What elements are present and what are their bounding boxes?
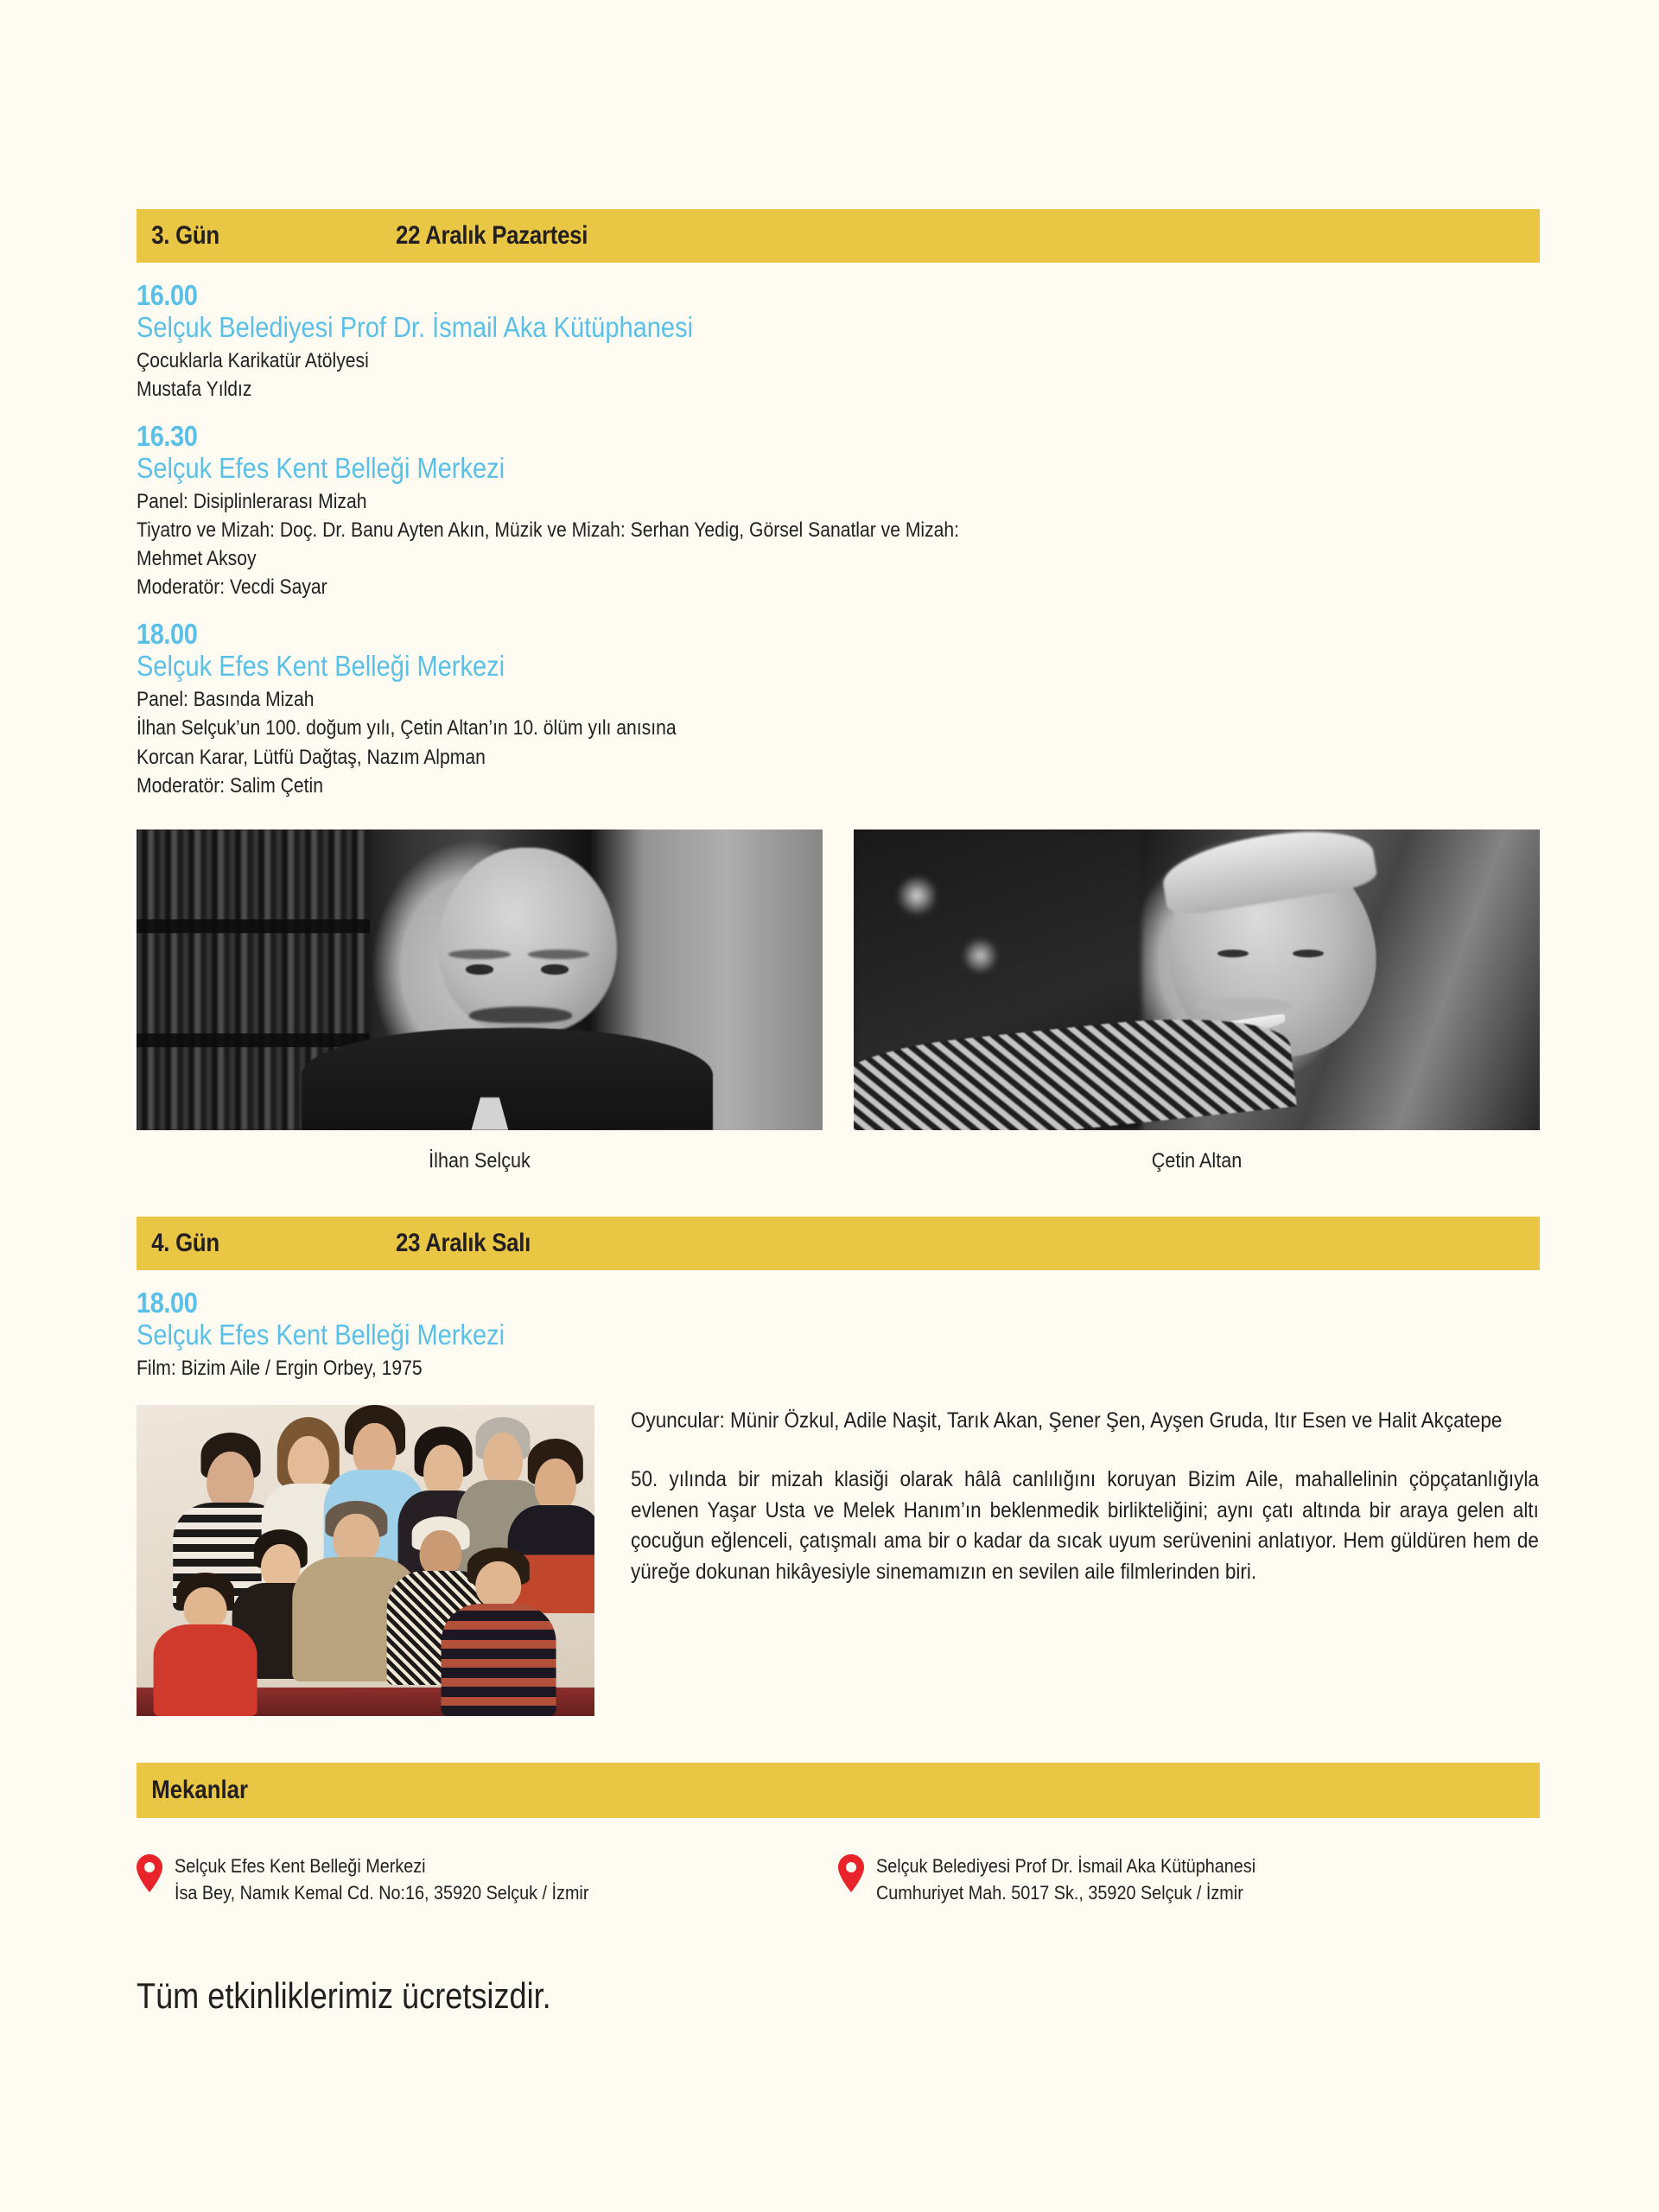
map-pin-icon [838,1854,864,1892]
event-detail-line: Korcan Karar, Lütfü Dağtaş, Nazım Alpman [137,745,486,769]
photo-cetin-altan [854,830,1540,1130]
event-venue: Selçuk Efes Kent Belleği Merkezi [137,452,505,485]
venue-address: Cumhuriyet Mah. 5017 Sk., 35920 Selçuk / İzmir [876,1882,1243,1904]
portrait-column [137,830,823,1173]
event-detail-lines [137,346,1540,404]
day-banner-day3 [137,209,1540,263]
venues-list [137,1853,1540,1906]
event-detail-line: İlhan Selçuk’un 100. doğum yılı, Çetin Altan’ın 10. ölüm yılı anısına [137,716,677,741]
venue-name: Selçuk Belediyesi Prof Dr. İsmail Aka Kütüphanesi [876,1854,1256,1877]
photo-ilhan-selcuk [137,830,823,1130]
venue-address: İsa Bey, Namık Kemal Cd. No:16, 35920 Selçuk / İzmir [175,1882,589,1904]
event-item [137,421,1540,601]
day-date-label: 23 Aralık Salı [396,1228,531,1257]
event-detail-line: Tiyatro ve Mizah: Doç. Dr. Banu Ayten Akın, Müzik ve Mizah: Serhan Yedig, Görsel Sanatlar ve Mizah: [137,518,960,543]
film-text-column [631,1405,1540,1716]
film-section [137,1405,1540,1716]
film-cast-list: Oyuncular: Münir Özkul, Adile Naşit, Tarık Akan, Şener Şen, Ayşen Gruda, Itır Esen ve Halit Akçatepe [631,1408,1503,1433]
suit-shape [302,1028,713,1130]
event-item [137,280,1540,404]
venues-title: Mekanlar [151,1775,249,1804]
eye-shape [466,964,493,974]
moustache-shape [1197,998,1293,1013]
event-detail-line: Panel: Disiplinlerarası Mizah [137,490,367,514]
event-venue: Selçuk Belediyesi Prof Dr. İsmail Aka Kütüphanesi [137,310,694,343]
event-heading [137,421,1371,485]
event-detail-line: Moderatör: Vecdi Sayar [137,575,327,600]
day-number-label: 4. Gün [151,1228,219,1257]
face-shape [438,848,616,1034]
event-heading [137,280,1371,344]
event-heading [137,619,1371,683]
day-banner-day4 [137,1217,1540,1270]
photo-caption: Çetin Altan [1151,1148,1243,1173]
event-detail-line: Film: Bizim Aile / Ergin Orbey, 1975 [137,1356,423,1380]
event-detail-line: Panel: Basında Mizah [137,688,315,712]
film-description: 50. yılında bir mizah klasiği olarak hâlâ canlılığını koruyan Bizim Aile, mahallelinin çöpçatanlığıyla evlenen Yaşar Usta ve Melek Hanım’ın beklenmedik birlikteliğini; aynı çatı altında bir araya gelen altı çocuğun eğlenceli, çatışmalı ama bir o kadar da sıcak uyum serüvenini anlatıyor. Hem güldüren hem de yüreğe dokunan hikâyesiyle sinemamızın en sevilen aile filmlerinden biri. [631,1467,1539,1584]
event-detail-lines [137,685,1540,799]
event-item [137,619,1540,799]
moustache-shape [469,1007,572,1023]
event-detail-line: Çocuklarla Karikatür Atölyesi [137,348,369,372]
map-pin-icon [137,1854,162,1892]
photo-caption: İlhan Selçuk [429,1148,531,1173]
portrait-column [854,830,1540,1173]
eye-shape [541,964,569,974]
event-detail-lines [137,1354,1540,1382]
top-spacer [137,0,1540,209]
section-spacer [137,1173,1540,1217]
venue-item [838,1853,1540,1906]
day-number-label: 3. Gün [151,221,219,250]
venue-name: Selçuk Efes Kent Belleği Merkezi [175,1854,426,1877]
event-item [137,1287,1540,1382]
free-events-note: Tüm etkinliklerimiz ücretsizdir. [137,1975,551,2017]
cast-figure [160,1573,251,1716]
event-detail-line: Mustafa Yıldız [137,378,252,402]
event-venue: Selçuk Efes Kent Belleği Merkezi [137,650,505,683]
eye-shape [1293,950,1324,957]
venues-banner [137,1763,1540,1818]
portrait-photo-row [137,830,1540,1173]
event-time: 16.30 [137,420,198,453]
eye-shape [1217,950,1249,957]
bookshelf-ledge [137,1033,370,1047]
event-detail-lines [137,487,1540,601]
venue-text [175,1853,635,1906]
event-detail-line: Moderatör: Salim Çetin [137,773,323,798]
event-time: 18.00 [137,618,198,651]
event-detail-line: Mehmet Aksoy [137,547,257,571]
cast-figure [448,1548,549,1715]
bookshelf-ledge [137,919,370,933]
venue-text [876,1853,1298,1906]
day-date-label: 22 Aralık Pazartesi [396,221,588,250]
photo-bizim-aile-cast [137,1405,594,1716]
venue-item [137,1853,838,1906]
event-venue: Selçuk Efes Kent Belleği Merkezi [137,1318,505,1351]
event-heading [137,1287,1371,1351]
event-time: 18.00 [137,1286,198,1319]
event-time: 16.00 [137,279,198,311]
eyebrow-shape [448,950,510,959]
page-content [137,0,1540,2017]
